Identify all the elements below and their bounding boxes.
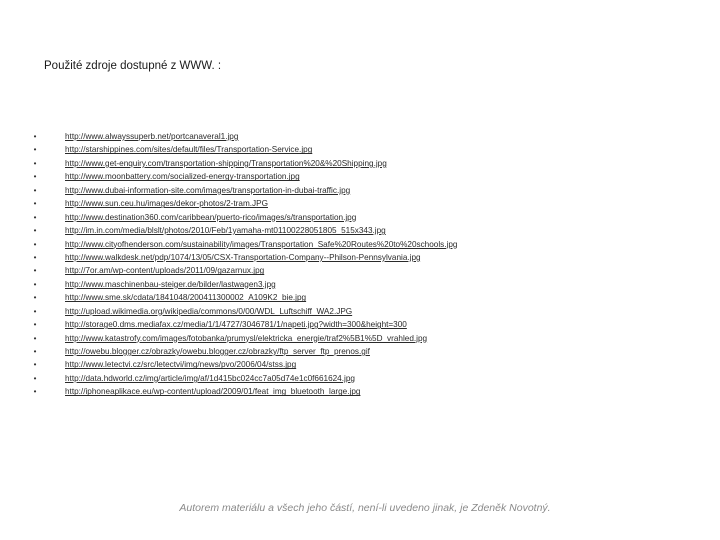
list-item (30, 211, 710, 224)
source-link[interactable]: http://www.dubai-information-site.com/images/transportation-in-dubai-traffic.jpg (65, 185, 351, 195)
list-item (30, 305, 710, 318)
page-heading: Použité zdroje dostupné z WWW. : (44, 60, 222, 72)
list-item (30, 318, 710, 331)
list-item (30, 358, 710, 371)
list-item (30, 251, 710, 264)
list-item (30, 238, 710, 251)
source-link[interactable]: http://www.get-enquiry.com/transportation-shipping/Transportation%20&%20Shipping.jpg (65, 158, 387, 168)
bullet-icon: • (33, 172, 37, 182)
source-link[interactable]: http://upload.wikimedia.org/wikipedia/commons/0/00/WDL_Luftschiff_WA2.JPG (65, 306, 353, 316)
bullet-icon: • (33, 279, 37, 289)
list-item (30, 372, 710, 385)
source-link-list (30, 130, 710, 399)
bullet-icon: • (33, 333, 37, 343)
list-item (30, 197, 710, 210)
list-item (30, 224, 710, 237)
list-item (30, 264, 710, 277)
bullet-icon: • (33, 239, 37, 249)
source-link[interactable]: http://www.sun.ceu.hu/images/dekor-photos/2-tram.JPG (65, 199, 268, 209)
source-link[interactable]: http://www.sme.sk/cdata/1841048/200411300002_A109K2_bie.jpg (65, 293, 307, 303)
source-link[interactable]: http://owebu.blogger.cz/obrazky/owebu.blogger.cz/obrazky/ftp_server_ftp_prenos.gif (65, 347, 370, 356)
bullet-icon: • (33, 373, 37, 383)
list-item (30, 332, 710, 345)
source-link[interactable]: http://www.maschinenbau-steiger.de/bilder/lastwagen3.jpg (65, 279, 276, 289)
list-item (30, 157, 710, 170)
bullet-icon: • (33, 387, 37, 397)
source-link[interactable]: http://im.in.com/media/blslt/photos/2010/Feb/1yamaha-mt01100228051805_515x343.jpg (65, 226, 386, 236)
bullet-icon: • (33, 226, 37, 236)
bullet-icon: • (33, 320, 37, 330)
list-item (30, 291, 710, 304)
bullet-icon: • (33, 360, 37, 370)
source-link[interactable]: http://data.hdworld.cz/img/article/img/af/1d415bc024cc7a05d74e1c0f661624.jpg (65, 373, 355, 383)
source-link[interactable]: http://7or.am/wp-content/uploads/2011/09/gazarnux.jpg (65, 266, 265, 276)
source-link[interactable]: http://www.letectvi.cz/src/letectvi/img/news/pvo/2006/04/stss.jpg (65, 360, 297, 370)
bullet-icon: • (33, 145, 37, 155)
list-item (30, 385, 710, 398)
source-link[interactable]: http://www.destination360.com/caribbean/puerto-rico/images/s/transportation.jpg (65, 212, 357, 222)
bullet-icon: • (33, 293, 37, 303)
source-link[interactable]: http://www.walkdesk.net/pdp/1074/13/05/CSX-Transportation-Company--Philson-Pennsylvania.jpg (65, 252, 421, 262)
source-link[interactable]: http://iphoneaplikace.eu/wp-content/upload/2009/01/feat_img_bluetooth_large.jpg (65, 387, 361, 397)
source-link[interactable]: http://storage0.dms.mediafax.cz/media/1/1/4727/3046781/1/napeti.jpg?width=300&height=300 (65, 320, 407, 330)
bullet-icon: • (33, 212, 37, 222)
list-item (30, 130, 710, 143)
list-item (30, 345, 710, 358)
bullet-icon: • (33, 132, 37, 141)
source-link[interactable]: http://starshippines.com/sites/default/files/Transportation-Service.jpg (65, 145, 313, 155)
list-item (30, 184, 710, 197)
list-item (30, 170, 710, 183)
bullet-icon: • (33, 266, 37, 276)
source-link[interactable]: http://www.alwayssuperb.net/portcanaveral1.jpg (65, 132, 239, 141)
bullet-icon: • (33, 158, 37, 168)
bullet-icon: • (33, 252, 37, 262)
source-link[interactable]: http://www.cityofhenderson.com/sustainability/images/Transportation_Safe%20Routes%20to%20schools.jpg (65, 239, 458, 249)
source-link[interactable]: http://www.katastrofy.com/images/fotobanka/prumysl/elektricka_energie/traf2%5B1%5D_vrahled.jpg (65, 333, 428, 343)
bullet-icon: • (33, 199, 37, 209)
source-link[interactable]: http://www.moonbattery.com/socialized-energy-transportation.jpg (65, 172, 300, 182)
bullet-icon: • (33, 347, 37, 356)
bullet-icon: • (33, 185, 37, 195)
author-footer: Autorem materiálu a všech jeho částí, není-li uvedeno jinak, je Zdeněk Novotný. (179, 502, 551, 514)
list-item (30, 278, 710, 291)
bullet-icon: • (33, 306, 37, 316)
list-item (30, 143, 710, 156)
